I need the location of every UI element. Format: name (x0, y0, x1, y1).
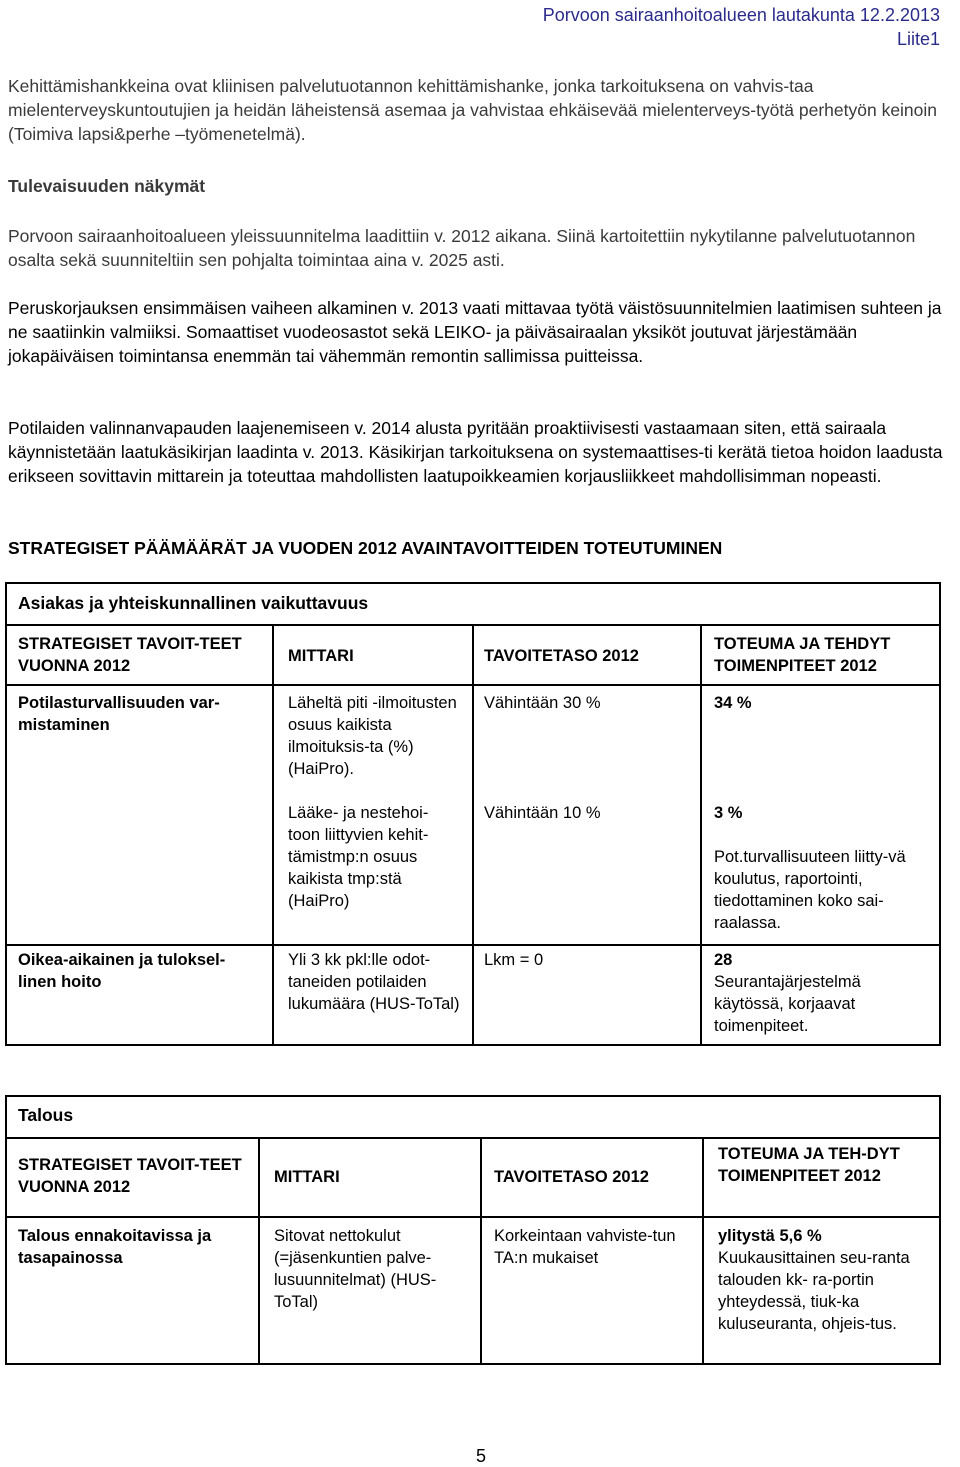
table2-title-divider (5, 1137, 939, 1139)
table2-header-metric: MITTARI (274, 1168, 340, 1186)
table1-col-divider-3 (700, 624, 702, 1044)
table1-col-divider-2 (472, 624, 474, 1044)
table2-header-goals: STRATEGISET TAVOIT-TEET VUONNA 2012 (18, 1156, 242, 1196)
table1-row3-goal: Oikea-aikainen ja tuloksel-linen hoito (18, 951, 226, 991)
table1-row2-result-value: 3 % (714, 804, 743, 822)
table2-row1-result-text: Kuukausittainen seu-ranta talouden kk- ra-portin yhteydessä, tiuk-ka kuluseuranta, ohjeis-tus. (718, 1249, 910, 1333)
table1-title: Asiakas ja yhteiskunnallinen vaikuttavuus (18, 593, 369, 613)
table1-col-divider-1 (272, 624, 274, 1044)
table1-row1-result: 34 % (714, 694, 752, 712)
table2-row1-target: Korkeintaan vahviste-tun TA:n mukaiset (494, 1227, 676, 1267)
table1-row3-target: Lkm = 0 (484, 951, 544, 969)
table1-row3-metric: Yli 3 kk pkl:lle odot-taneiden potilaiden lukumäära (HUS-ToTal) (288, 951, 460, 1013)
table1-row3-result-value: 28 (714, 951, 733, 969)
table2-col-divider-3 (702, 1137, 704, 1363)
heading-future-outlook: Tulevaisuuden näkymät (8, 176, 206, 196)
page-number: 5 (476, 1446, 487, 1466)
table1-row2-result-text: Pot.turvallisuuteen liitty-vä koulutus, raportointi, tiedottaminen koko sai-raalassa. (714, 848, 906, 932)
table1-header-goals: STRATEGISET TAVOIT-TEET VUONNA 2012 (18, 635, 242, 675)
paragraph-development-projects: Kehittämishankkeina ovat kliinisen palvelutuotannon kehittämishanke, jonka tarkoituksena on vahvis-taa mielenterveyskuntoutujien ja heidän läheistensä asemaa ja vahvistaa ehkäisevää mielenterveys-työtä perhetyön keinoin (Toimiva lapsi&perhe –työmenetelmä). (8, 76, 938, 144)
table2-col-divider-1 (258, 1137, 260, 1363)
table2-col-divider-2 (480, 1137, 482, 1363)
table1-row3-result-text: Seurantajärjestelmä käytössä, korjaavat toimenpiteet. (714, 973, 861, 1035)
table1-row1-goal: Potilasturvallisuuden var-mistaminen (18, 694, 220, 734)
table1-row2-target: Vähintään 10 % (484, 804, 601, 822)
paragraph-freedom-of-choice: Potilaiden valinnanvapauden laajenemiseen v. 2014 alusta pyritään proaktiivisesti vastaamaan siten, että sairaala käynnistetään laatukäsikirjan laadinta v. 2013. Käsikirjan tarkoituksena on systemaattises-ti kerätä tietoa hoidon laadusta erikseen sovittavin mittarein ja toteuttaa mahdollisten laatupoikkeamien korjausliikkeet mahdollisimman nopeasti. (8, 418, 943, 486)
table1-header-result: TOTEUMA JA TEHDYT TOIMENPITEET 2012 (714, 635, 891, 675)
table2-header-divider (5, 1216, 939, 1218)
paragraph-renovation: Peruskorjauksen ensimmäisen vaiheen alkaminen v. 2013 vaati mittavaa työtä väistösuunnitelmien laatimisen suhteen ja ne saatiinkin valmiiksi. Somaattiset vuodeosastot sekä LEIKO- ja päiväsairaalan yksiköt joutuvat järjestämään jokapäiväisen toimintansa enemmän tai vähemmän remontin sallimissa puitteissa. (8, 298, 942, 366)
table2-row1-result-value: ylitystä 5,6 % (718, 1227, 822, 1245)
table2-row1-metric: Sitovat nettokulut (=jäsenkuntien palve-lusuunnitelmat) (HUS-ToTal) (274, 1227, 437, 1311)
section-title-strategic-goals: STRATEGISET PÄÄMÄÄRÄT JA VUODEN 2012 AVAINTAVOITTEIDEN TOTEUTUMINEN (8, 538, 723, 558)
table1-row1-metric: Läheltä piti -ilmoitusten osuus kaikista ilmoituksis-ta (%) (HaiPro). (288, 694, 457, 778)
table2-row1-goal: Talous ennakoitavissa ja tasapainossa (18, 1227, 212, 1267)
table2-header-target: TAVOITETASO 2012 (494, 1168, 649, 1186)
document-header-attachment: Liite1 (896, 29, 940, 49)
table1-header-metric: MITTARI (288, 647, 354, 665)
document-header-title: Porvoon sairaanhoitoalueen lautakunta 12.2.2013 (542, 5, 940, 25)
paragraph-general-plan: Porvoon sairaanhoitoalueen yleissuunnitelma laadittiin v. 2012 aikana. Siinä kartoitettiin nykytilanne palvelutuotannon osalta sekä suunniteltiin sen pohjalta toimintaa aina v. 2025 asti. (8, 226, 916, 270)
table1-row2-metric: Lääke- ja nestehoi-toon liittyvien kehit-tämistmp:n osuus kaikista tmp:stä (HaiPro) (288, 804, 429, 910)
table2-header-result: TOTEUMA JA TEH-DYT TOIMENPITEET 2012 (718, 1145, 900, 1185)
table2-title: Talous (18, 1105, 74, 1125)
table1-row1-target: Vähintään 30 % (484, 694, 601, 712)
table1-header-target: TAVOITETASO 2012 (484, 647, 639, 665)
